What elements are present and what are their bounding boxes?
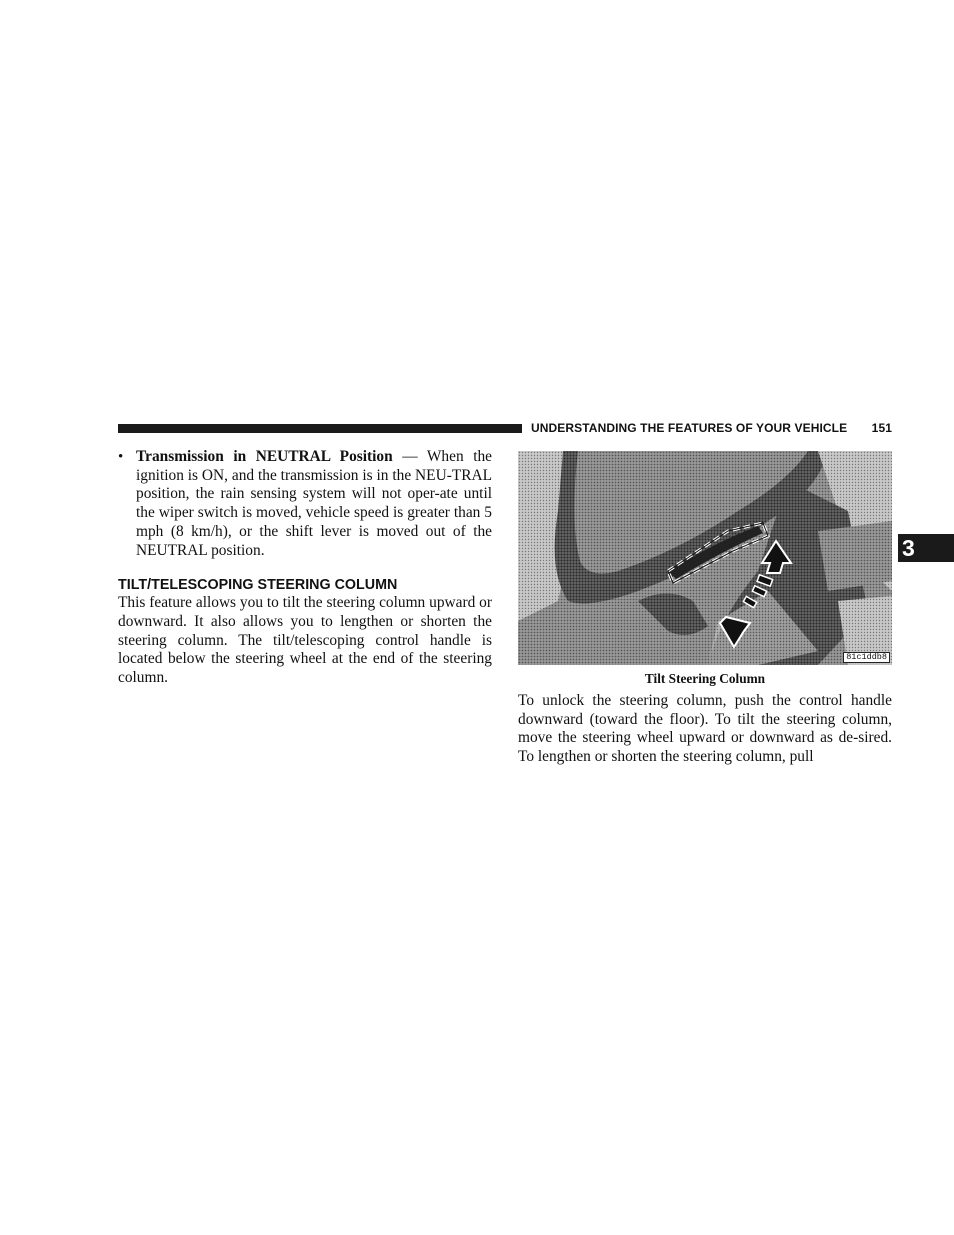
- bullet-paragraph: [136, 448, 492, 560]
- right-column: [518, 451, 892, 767]
- list-item: [118, 448, 492, 560]
- section-paragraph: This feature allows you to tilt the steering column upward or downward. It also allows you to lengthen or shorten the steering column. The tilt/telescoping control handle is located below the steering wheel at the end of the steering column.: [118, 594, 492, 687]
- left-column: [118, 448, 492, 688]
- figure-code: 81c1ddb8: [843, 652, 890, 663]
- header-title: UNDERSTANDING THE FEATURES OF YOUR VEHICLE: [531, 421, 848, 435]
- right-paragraph: To unlock the steering column, push the control handle downward (toward the floor). To tilt the steering column, move the steering wheel upward or downward as de-sired. To lengthen or shorten the steering column, pull: [518, 692, 892, 766]
- steering-column-figure: [518, 451, 892, 665]
- figure-caption: Tilt Steering Column: [644, 671, 766, 686]
- running-header: [531, 420, 892, 436]
- header-rule: [118, 424, 522, 433]
- chapter-tab: 3: [898, 534, 954, 562]
- section-heading: TILT/TELESCOPING STEERING COLUMN: [118, 577, 398, 594]
- bullet-term: Transmission in NEUTRAL Position: [136, 448, 393, 465]
- steering-column-illustration: [518, 451, 892, 665]
- page-number: 151: [871, 421, 892, 435]
- bullet-icon: •: [118, 449, 124, 465]
- bullet-text: — When the ignition is ON, and the transmission is in the NEU-TRAL position, the rain sensing system will not oper-ate until the wiper switch is moved, vehicle speed is greater than 5 mph (8 km/h), or the shift lever is moved out of the NEUTRAL position.: [136, 448, 492, 559]
